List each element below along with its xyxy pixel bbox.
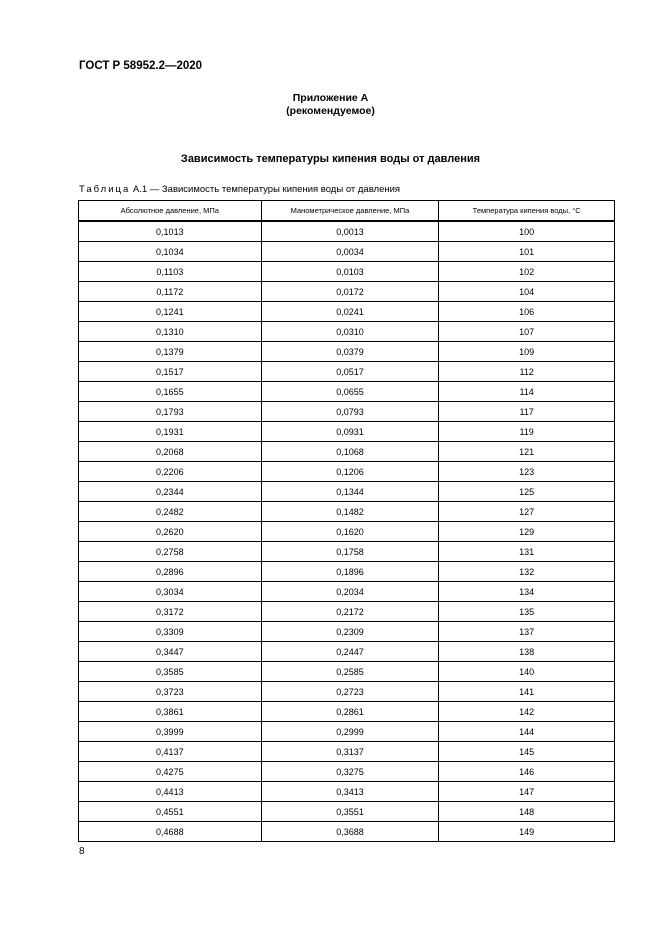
boiling-temperature-cell: 135 <box>439 602 615 622</box>
absolute-pressure-cell: 0,1013 <box>79 221 262 242</box>
table-row <box>79 262 615 282</box>
gauge-pressure-cell: 0,2861 <box>261 702 439 722</box>
table-row <box>79 482 615 502</box>
table-row <box>79 582 615 602</box>
absolute-pressure-cell: 0,2758 <box>79 542 262 562</box>
boiling-temperature-cell: 141 <box>439 682 615 702</box>
gauge-pressure-cell: 0,2999 <box>261 722 439 742</box>
absolute-pressure-cell: 0,2344 <box>79 482 262 502</box>
annex-status: (рекомендуемое) <box>286 105 375 117</box>
table-row <box>79 542 615 562</box>
gauge-pressure-cell: 0,0013 <box>261 221 439 242</box>
table-row <box>79 322 615 342</box>
column-header-boiling-temperature: Температура кипения воды, °С <box>439 201 615 222</box>
absolute-pressure-cell: 0,1655 <box>79 382 262 402</box>
boiling-temperature-cell: 100 <box>439 221 615 242</box>
boiling-temperature-cell: 145 <box>439 742 615 762</box>
boiling-temperature-cell: 112 <box>439 362 615 382</box>
absolute-pressure-cell: 0,1103 <box>79 262 262 282</box>
boiling-temperature-cell: 119 <box>439 422 615 442</box>
boiling-temperature-cell: 114 <box>439 382 615 402</box>
gauge-pressure-cell: 0,1344 <box>261 482 439 502</box>
table-row <box>79 622 615 642</box>
absolute-pressure-cell: 0,2068 <box>79 442 262 462</box>
gauge-pressure-cell: 0,3137 <box>261 742 439 762</box>
table-row <box>79 702 615 722</box>
boiling-temperature-cell: 127 <box>439 502 615 522</box>
boiling-temperature-cell: 134 <box>439 582 615 602</box>
absolute-pressure-cell: 0,1310 <box>79 322 262 342</box>
boiling-temperature-cell: 101 <box>439 242 615 262</box>
gauge-pressure-cell: 0,3688 <box>261 822 439 842</box>
absolute-pressure-cell: 0,1379 <box>79 342 262 362</box>
table-row <box>79 462 615 482</box>
gauge-pressure-cell: 0,0034 <box>261 242 439 262</box>
table-row <box>79 522 615 542</box>
boiling-temperature-cell: 146 <box>439 762 615 782</box>
gauge-pressure-cell: 0,1068 <box>261 442 439 462</box>
standard-code: ГОСТ Р 58952.2—2020 <box>79 60 203 72</box>
gauge-pressure-cell: 0,0517 <box>261 362 439 382</box>
absolute-pressure-cell: 0,1241 <box>79 302 262 322</box>
table-row <box>79 762 615 782</box>
gauge-pressure-cell: 0,1896 <box>261 562 439 582</box>
gauge-pressure-cell: 0,2585 <box>261 662 439 682</box>
table-row <box>79 442 615 462</box>
absolute-pressure-cell: 0,4275 <box>79 762 262 782</box>
table-caption-text: А.1 — Зависимость температуры кипения воды от давления <box>132 184 401 195</box>
absolute-pressure-cell: 0,3309 <box>79 622 262 642</box>
table-row <box>79 682 615 702</box>
boiling-temperature-cell: 149 <box>439 822 615 842</box>
boiling-temperature-cell: 109 <box>439 342 615 362</box>
table-row <box>79 822 615 842</box>
table-row <box>79 742 615 762</box>
annex-heading <box>0 92 661 118</box>
table-row <box>79 602 615 622</box>
boiling-temperature-cell: 132 <box>439 562 615 582</box>
table-row <box>79 302 615 322</box>
page-number: 8 <box>79 846 85 857</box>
boiling-temperature-cell: 102 <box>439 262 615 282</box>
table-row <box>79 562 615 582</box>
boiling-point-table <box>78 200 615 842</box>
table-row <box>79 722 615 742</box>
table-row <box>79 422 615 442</box>
absolute-pressure-cell: 0,3861 <box>79 702 262 722</box>
boiling-temperature-cell: 142 <box>439 702 615 722</box>
boiling-temperature-cell: 147 <box>439 782 615 802</box>
absolute-pressure-cell: 0,3999 <box>79 722 262 742</box>
absolute-pressure-cell: 0,4137 <box>79 742 262 762</box>
table-row <box>79 802 615 822</box>
gauge-pressure-cell: 0,1620 <box>261 522 439 542</box>
table-header-row <box>79 201 615 222</box>
gauge-pressure-cell: 0,3551 <box>261 802 439 822</box>
boiling-temperature-cell: 144 <box>439 722 615 742</box>
absolute-pressure-cell: 0,1172 <box>79 282 262 302</box>
annex-title: Приложение А <box>292 92 369 104</box>
boiling-temperature-cell: 123 <box>439 462 615 482</box>
boiling-temperature-cell: 106 <box>439 302 615 322</box>
boiling-temperature-cell: 148 <box>439 802 615 822</box>
gauge-pressure-cell: 0,2034 <box>261 582 439 602</box>
absolute-pressure-cell: 0,4413 <box>79 782 262 802</box>
section-title: Зависимость температуры кипения воды от давления <box>180 153 481 165</box>
gauge-pressure-cell: 0,3413 <box>261 782 439 802</box>
gauge-pressure-cell: 0,0310 <box>261 322 439 342</box>
table-body <box>79 221 615 842</box>
gauge-pressure-cell: 0,0172 <box>261 282 439 302</box>
column-header-absolute-pressure: Абсолютное давление, МПа <box>79 201 262 222</box>
boiling-temperature-cell: 117 <box>439 402 615 422</box>
table-row <box>79 362 615 382</box>
gauge-pressure-cell: 0,0241 <box>261 302 439 322</box>
table-row <box>79 402 615 422</box>
gauge-pressure-cell: 0,1206 <box>261 462 439 482</box>
absolute-pressure-cell: 0,4551 <box>79 802 262 822</box>
boiling-temperature-cell: 107 <box>439 322 615 342</box>
absolute-pressure-cell: 0,1931 <box>79 422 262 442</box>
table-row <box>79 342 615 362</box>
boiling-temperature-cell: 121 <box>439 442 615 462</box>
absolute-pressure-cell: 0,4688 <box>79 822 262 842</box>
boiling-temperature-cell: 104 <box>439 282 615 302</box>
table-row <box>79 662 615 682</box>
boiling-temperature-cell: 129 <box>439 522 615 542</box>
table-caption-label: Таблица <box>79 184 131 195</box>
gauge-pressure-cell: 0,2172 <box>261 602 439 622</box>
boiling-temperature-cell: 125 <box>439 482 615 502</box>
absolute-pressure-cell: 0,3447 <box>79 642 262 662</box>
gauge-pressure-cell: 0,0103 <box>261 262 439 282</box>
gauge-pressure-cell: 0,2723 <box>261 682 439 702</box>
absolute-pressure-cell: 0,3723 <box>79 682 262 702</box>
gauge-pressure-cell: 0,0793 <box>261 402 439 422</box>
absolute-pressure-cell: 0,2206 <box>79 462 262 482</box>
boiling-temperature-cell: 137 <box>439 622 615 642</box>
table-caption <box>79 184 400 195</box>
gauge-pressure-cell: 0,0655 <box>261 382 439 402</box>
table-row <box>79 282 615 302</box>
gauge-pressure-cell: 0,3275 <box>261 762 439 782</box>
boiling-temperature-cell: 138 <box>439 642 615 662</box>
boiling-temperature-cell: 131 <box>439 542 615 562</box>
gauge-pressure-cell: 0,2447 <box>261 642 439 662</box>
gauge-pressure-cell: 0,1482 <box>261 502 439 522</box>
table-row <box>79 221 615 242</box>
gauge-pressure-cell: 0,1758 <box>261 542 439 562</box>
absolute-pressure-cell: 0,2620 <box>79 522 262 542</box>
column-header-gauge-pressure: Манометрическое давление, МПа <box>261 201 439 222</box>
table-row <box>79 782 615 802</box>
gauge-pressure-cell: 0,2309 <box>261 622 439 642</box>
table-row <box>79 502 615 522</box>
absolute-pressure-cell: 0,1793 <box>79 402 262 422</box>
absolute-pressure-cell: 0,2896 <box>79 562 262 582</box>
absolute-pressure-cell: 0,2482 <box>79 502 262 522</box>
table-row <box>79 242 615 262</box>
gauge-pressure-cell: 0,0931 <box>261 422 439 442</box>
table-row <box>79 382 615 402</box>
absolute-pressure-cell: 0,3172 <box>79 602 262 622</box>
absolute-pressure-cell: 0,3585 <box>79 662 262 682</box>
absolute-pressure-cell: 0,1517 <box>79 362 262 382</box>
gauge-pressure-cell: 0,0379 <box>261 342 439 362</box>
table-row <box>79 642 615 662</box>
absolute-pressure-cell: 0,1034 <box>79 242 262 262</box>
boiling-temperature-cell: 140 <box>439 662 615 682</box>
absolute-pressure-cell: 0,3034 <box>79 582 262 602</box>
